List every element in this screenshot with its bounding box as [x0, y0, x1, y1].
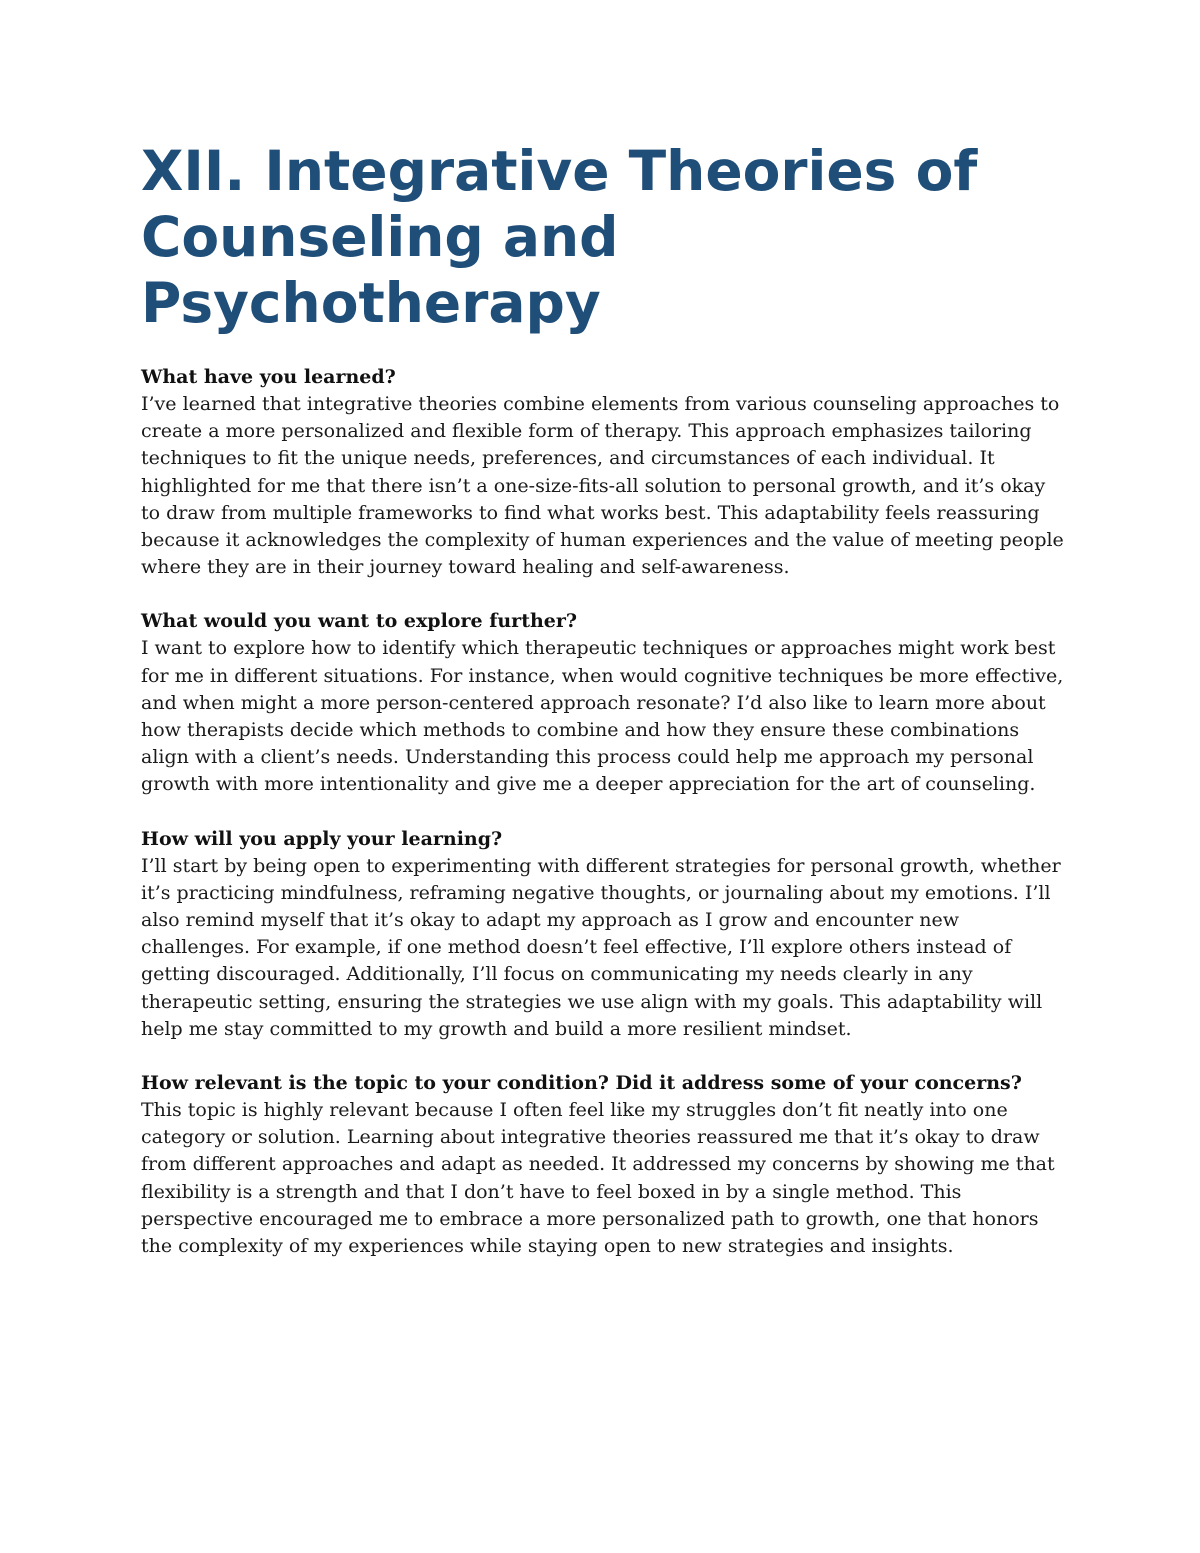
section-answer: I want to explore how to identify which therapeutic techniques or approaches might work best for me in different situations. For instance, when would cognitive techniques be more effective, and when might a more person-centered approach resonate? I’d also like to learn more about how therapists decide which methods to combine and how they ensure these combinations align with a client’s needs. Understanding this process could help me approach my personal growth with more intentionality and give me a deeper appreciation for the art of counseling. [141, 637, 1064, 796]
section-answer: This topic is highly relevant because I often feel like my struggles don’t fit neatly into one category or solution. Learning about integrative theories reassured me that it’s okay to draw from different approaches and adapt as needed. It addressed my concerns by showing me that flexibility is a strength and that I don’t have to feel boxed in by a single method. This perspective encouraged me to embrace a more personalized path to growth, one that honors the complexity of my experiences while staying open to new strategies and insights. [141, 1099, 1055, 1258]
section-question: What have you learned? [141, 366, 396, 388]
section-what-learned [141, 364, 1066, 581]
section-answer: I’ll start by being open to experimenting with different strategies for personal growth, whether it’s practicing mindfulness, reframing negative thoughts, or journaling about my emotions. I’ll also remind myself that it’s okay to adapt my approach as I grow and encounter new challenges. For example, if one method doesn’t feel effective, I’ll explore others instead of getting discouraged. Additionally, I’ll focus on communicating my needs clearly in any therapeutic setting, ensuring the strategies we use align with my goals. This adaptability will help me stay committed to my growth and build a more resilient mindset. [141, 854, 1061, 1040]
section-question: What would you want to explore further? [141, 610, 578, 633]
section-apply-learning [141, 826, 1066, 1043]
section-question: How will you apply your learning? [141, 827, 503, 850]
section-question: How relevant is the topic to your condition? Did it address some of your concerns? [141, 1072, 1022, 1095]
section-answer: I’ve learned that integrative theories combine elements from various counseling approaches to create a more personalized and flexible form of therapy. This approach emphasizes tailoring techniques to fit the unique needs, preferences, and circumstances of each individual. It highlighted for me that there isn’t a one-size-fits-all solution to personal growth, and it’s okay to draw from multiple frameworks to find what works best. This adaptability feels reassuring because it acknowledges the complexity of human experiences and the value of meeting people where they are in their journey toward healing and self-awareness. [141, 393, 1064, 579]
document-content [141, 138, 1066, 1260]
section-explore-further [141, 608, 1066, 798]
document-title: XII. Integrative Theories of Counseling and Psychotherapy [141, 139, 978, 335]
section-relevance [141, 1070, 1066, 1260]
